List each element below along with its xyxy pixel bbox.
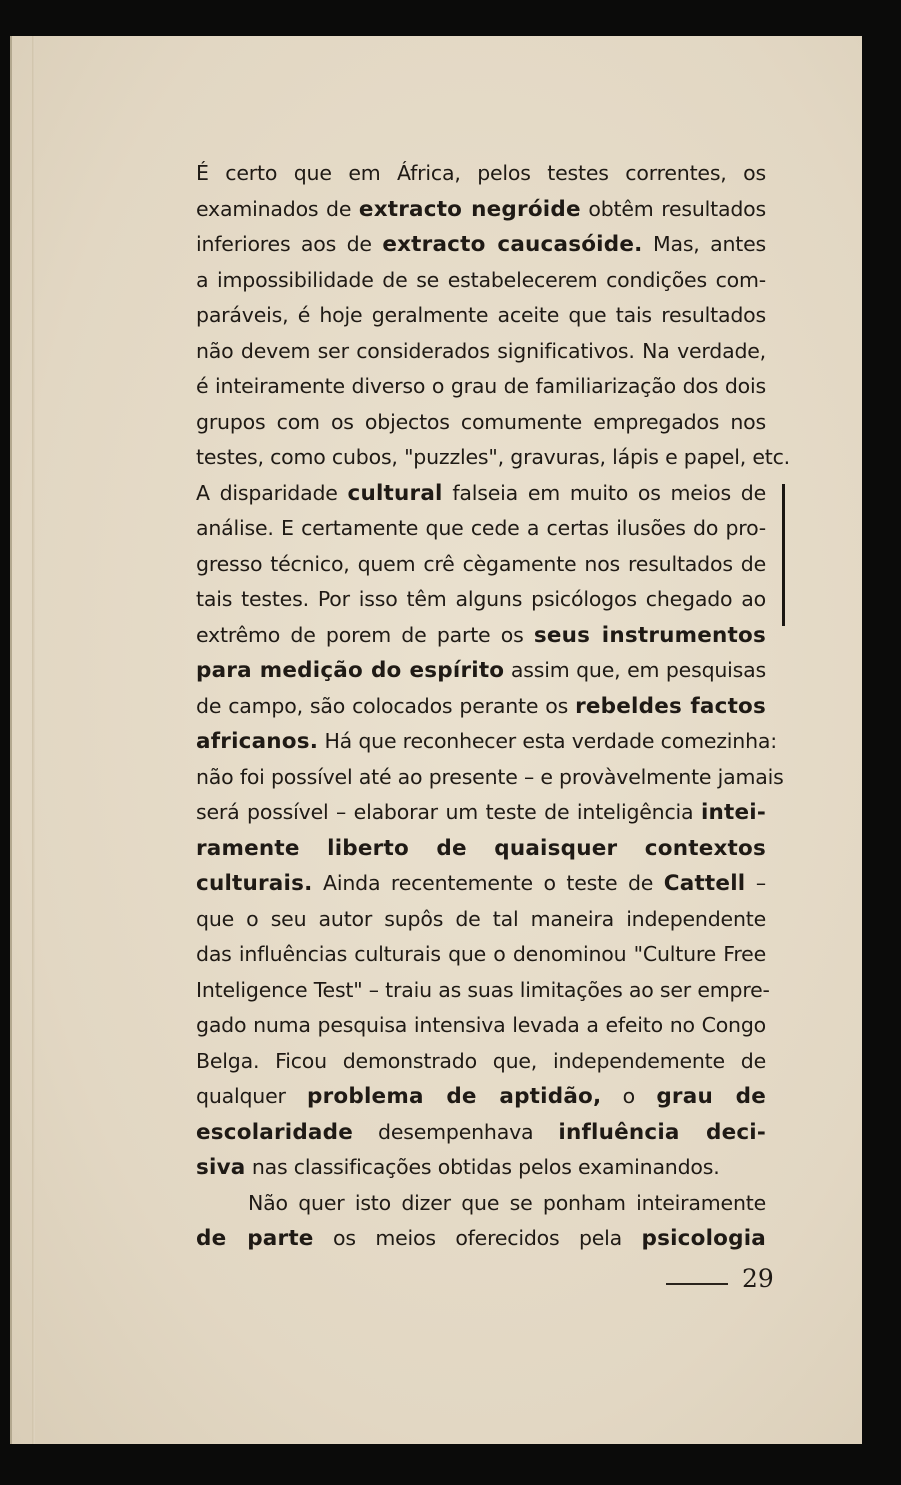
page-spine-edge [32,36,35,1444]
emphasis-text: problema de aptidão, [307,1084,602,1109]
text-segment: de campo, são colocados perante os [196,693,576,718]
text-segment: A disparidade [196,480,348,505]
emphasis-text: influência deci- [558,1119,766,1145]
text-segment: gresso técnico, quem crê cègamente nos resultados de [196,551,766,576]
text-line [196,1221,766,1257]
text-line [196,405,766,441]
text-segment: extrêmo de porem de parte os [196,622,534,647]
text-line [196,1008,766,1044]
text-segment: análise. E certamente que cede a certas ilusões do pro- [196,516,766,540]
text-segment: – [745,871,766,895]
emphasis-text: psicologia [641,1226,766,1251]
margin-mark [782,484,785,626]
text-segment: obtêm resultados [580,196,766,221]
emphasis-text: escolaridade [196,1119,354,1145]
text-line [196,724,777,760]
text-line [196,1044,766,1080]
text-segment: será possível – elaborar um teste de inteligência [196,800,701,824]
text-line [196,618,766,654]
text-line [196,653,766,689]
emphasis-text: africanos. [196,729,319,754]
text-segment: inferiores aos de [196,232,383,256]
text-line [196,582,766,618]
text-segment: Belga. Ficou demonstrado que, independemente de [196,1048,766,1073]
emphasis-text: de parte [196,1226,314,1251]
text-segment: a impossibilidade de se estabelecerem condições com- [196,267,766,292]
emphasis-text: extracto caucasóide. [382,232,643,257]
text-line [196,476,766,512]
text-line [196,1186,766,1222]
text-segment: paráveis, é hoje geralmente aceite que tais resultados [196,303,766,327]
text-segment: assim que, em pesquisas [504,658,767,682]
emphasis-text: seus instrumentos [533,622,767,648]
text-line [196,547,766,583]
text-line [196,298,766,334]
text-line [196,1079,766,1115]
text-segment: Há que reconhecer esta verdade comezinha: [318,729,777,753]
body-text [196,156,790,1257]
emphasis-text: extracto negróide [358,196,581,222]
text-segment: qualquer [196,1084,308,1108]
emphasis-text: para medição do espírito [196,658,505,683]
text-line [196,1115,766,1151]
text-line [196,156,766,192]
text-line [196,263,766,299]
text-line [196,973,770,1009]
text-segment: gado numa pesquisa intensiva levada a efeito no Congo [196,1013,766,1037]
text-line [196,1150,766,1186]
book-page [10,36,862,1444]
emphasis-text: cultural [347,480,443,506]
emphasis-text: intei- [700,800,766,825]
text-segment: Inteligence Test" – traiu as suas limitações ao ser empre- [196,977,770,1002]
text-segment: que o seu autor supôs de tal maneira independente [196,906,766,931]
text-segment: grupos com os objectos comumente empregados nos [196,409,766,434]
text-line [196,192,766,228]
text-segment: é inteiramente diverso o grau de familiarização dos dois [196,374,766,398]
text-line [196,511,766,547]
emphasis-text: siva [196,1155,246,1180]
page-number: 29 [742,1264,774,1293]
text-segment: o [601,1084,657,1108]
text-line [196,227,766,263]
text-line [196,795,766,831]
text-segment: os meios oferecidos pela [313,1226,642,1250]
text-segment: das influências culturais que o denominou "Culture Free [196,942,766,966]
text-line [196,866,766,902]
text-line [196,369,766,405]
text-segment: desempenhava [353,1119,559,1144]
text-line [196,831,766,867]
text-segment: É certo que em África, pelos testes correntes, os [196,161,766,185]
text-segment: examinados de [196,196,359,221]
page-number-rule [666,1283,728,1285]
emphasis-text: grau de [656,1084,767,1109]
text-segment: tais testes. Por isso têm alguns psicólogos chegado ao [196,587,766,611]
text-segment: Não quer isto dizer que se ponham inteiramente [248,1190,766,1215]
text-line [196,760,784,796]
text-segment: falseia em muito os meios de [442,480,766,505]
text-segment: testes, como cubos, "puzzles", gravuras, lápis e papel, etc. [196,445,790,469]
emphasis-text: culturais. [196,871,313,896]
text-segment: Mas, antes [642,232,766,256]
text-segment: nas classificações obtidas pelos examinandos. [245,1155,720,1179]
text-line [196,689,766,725]
emphasis-text: ramente liberto de quaisquer contextos [196,835,766,861]
emphasis-text: rebeldes factos [575,693,767,719]
text-line [196,902,766,938]
text-segment: Ainda recentemente o teste de [312,871,664,895]
text-line [196,937,766,973]
text-segment: não foi possível até ao presente – e provàvelmente jamais [196,764,784,789]
emphasis-text: Cattell [663,871,746,896]
text-line [196,334,766,370]
text-line [196,440,790,476]
text-segment: não devem ser considerados significativos. Na verdade, [196,338,766,363]
